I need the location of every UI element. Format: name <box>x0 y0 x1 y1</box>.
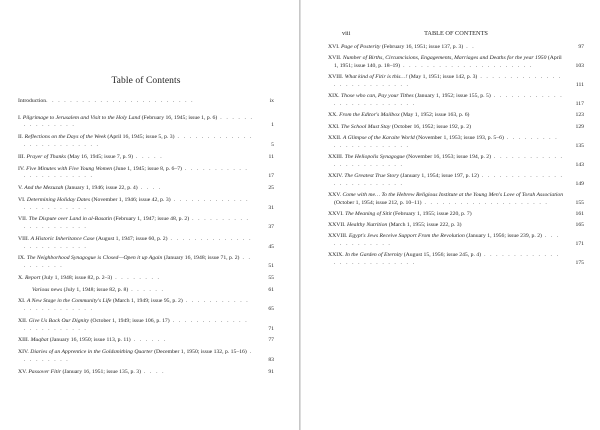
toc-entry-number: XIV. <box>18 349 31 356</box>
toc-entry <box>18 318 274 333</box>
toc-entry-details: (March 1, 1955; issue 222, p. 3) <box>387 222 462 229</box>
toc-entry-title: Healthy Nutrition <box>346 222 388 229</box>
toc-entry-number: XII. <box>18 317 29 324</box>
toc-entry-details: (March 1, 1949; issue 95, p. 2) <box>111 298 183 305</box>
right-toc-entries <box>328 44 584 271</box>
toc-entry <box>18 115 274 130</box>
toc-entry-details: (January 1, 1946; issue 22, p. 4) <box>63 185 138 191</box>
toc-entry-title: A Glimpse of the Karaite World <box>342 134 415 141</box>
toc-leader-dots: . . . . . . . . . . . . . . . . . . . . . . . . . . . <box>334 252 560 267</box>
toc-leader-dots: . . . . . . . . . . . . . . . . . . . . . . . . . . <box>334 93 564 107</box>
toc-entry-title: The Meaning of Sitit <box>345 210 392 217</box>
toc-entry-details: (July 1, 1948; issue 82, p. 8) <box>62 286 129 293</box>
toc-entry-page: 61 <box>268 286 274 293</box>
left-page <box>18 0 274 430</box>
toc-entry-page: 83 <box>268 356 274 363</box>
toc-entry-page: 17 <box>268 173 274 180</box>
toc-entry-details: Introduction <box>18 98 47 104</box>
toc-entry-number: XXVII. <box>328 222 347 229</box>
toc-entry-number: X. <box>18 274 25 281</box>
toc-entry-page: 1 <box>271 122 274 129</box>
toc-leader-dots: . . . . . . . . . . . . . . . . . . . . . . . . <box>334 153 564 168</box>
toc-entry-title: The Heliopolis Synagogue <box>344 153 405 160</box>
toc-entry-page: 143 <box>575 161 584 168</box>
toc-entry-page: 97 <box>578 44 584 50</box>
toc-leader-dots: . . . . <box>137 185 162 191</box>
toc-leader-dots: . . . . . . . . . . . . . . . . . . . . . . . . <box>24 196 250 211</box>
toc-entry-page: 77 <box>268 337 274 344</box>
toc-entry-details: (May 1, 1952; issue 163, p. 6) <box>399 112 470 119</box>
toc-entry-details: (February 16, 1945; issue 1, p. 6) <box>140 114 218 121</box>
toc-entry <box>18 154 274 162</box>
toc-entry <box>18 275 274 283</box>
toc-entry-number: I. <box>18 114 23 121</box>
toc-entry-number: VIII. <box>18 235 31 242</box>
toc-entry-title: Diaries of an Apprentice in the Goldsmithing Quarter <box>30 349 153 356</box>
toc-entry-details: (November 1, 1946; issue 42, p. 3) <box>90 196 171 203</box>
toc-entry-number: XXIII. <box>328 153 345 160</box>
toc-entry-number: XXIV. <box>328 172 345 179</box>
page-number: viii <box>342 30 351 37</box>
toc-entry-title: A Historic Inheritance Case <box>30 235 95 242</box>
toc-entry <box>18 337 274 345</box>
toc-entry-page: 111 <box>575 82 584 88</box>
toc-entry-details: (June 1, 1945; issue 8, p. 6–7) <box>112 165 182 172</box>
toc-entry-page: 103 <box>575 63 584 69</box>
toc-entry <box>18 197 274 212</box>
toc-entry-details: (February 1, 1955; issue 220, p. 7) <box>391 210 472 217</box>
toc-entry-number: III. <box>18 153 27 160</box>
toc-entry-details: (May 1, 1951; issue 142, p. 3) <box>407 74 478 81</box>
toc-entry <box>328 233 584 248</box>
toc-entry <box>18 236 274 251</box>
running-head-title: TABLE OF CONTENTS <box>424 30 488 37</box>
toc-entry-title: A New Stage in the Community's Life <box>26 298 112 305</box>
toc-entry-page: 91 <box>268 368 274 375</box>
toc-entry-details: (April 16, 1945; issue 5, p. 3) <box>105 134 175 141</box>
toc-entry-details: (October 1, 1954; issue 212, p. 10–11) <box>334 199 422 206</box>
toc-entry <box>18 298 274 313</box>
toc-entry-title: And the Mezuzah <box>24 185 64 191</box>
toc-entry <box>328 211 584 219</box>
toc-entry-title: Five Minutes with Five Young Women <box>26 165 113 172</box>
toc-entry-number: XVI. <box>328 44 341 50</box>
toc-entry-page: 45 <box>268 243 274 250</box>
toc-entry-number: XIX. <box>328 93 341 100</box>
toc-entry-number: XXVIII. <box>328 233 349 240</box>
toc-leader-dots: . . . . . . . . . . . . . . . . . . . . . . . . . . <box>24 134 254 148</box>
toc-leader-dots: . . . . . . . . . <box>24 349 253 363</box>
toc-entry-details: (February 16, 1951; issue 137, p. 3) <box>380 44 464 50</box>
toc-leader-dots: . . . . . . . . . . . . . . . . . . . . . . . . . <box>24 235 253 250</box>
toc-entry-details: (November 1, 1953; issue 193, p. 5–6) <box>414 134 504 141</box>
toc-entry-details: (May 16, 1945; issue 7, p. 9) <box>66 153 134 160</box>
toc-entry-title: Page of Posterity <box>340 44 381 50</box>
toc-leader-dots: . . . . . . . . . . . . . . . . . . . . . . . . . . <box>334 172 564 187</box>
toc-entry <box>18 369 274 377</box>
toc-entry-title: Report <box>24 274 41 281</box>
toc-leader-dots: . . . . . . . . . . . . . . . . . . . . . . <box>334 134 559 149</box>
toc-entry-page: 135 <box>575 142 584 149</box>
toc-leader-dots: . . . . . . . . . . . . . . . . . . . . . . . . . <box>46 98 195 104</box>
toc-entry-page: 165 <box>575 222 584 229</box>
toc-entry-details: (January 16, 1950; issue 113, p. 11) <box>48 337 131 344</box>
toc-leader-dots: . . . . . . . . . . . . . . . . . . . . . <box>421 199 549 206</box>
book-gutter <box>299 0 301 430</box>
toc-leader-dots: . . <box>463 44 476 50</box>
toc-entry-details: (August 1, 1947; issue 60, p. 2) <box>94 235 168 242</box>
toc-entry-page: 175 <box>575 260 584 267</box>
toc-entry-number: XV. <box>18 368 29 375</box>
toc-entry-title: Egypt's Jews Receive Support From the Revolution <box>348 233 465 240</box>
toc-entry-details: (January 1, 1956; issue 239, p. 2) <box>464 233 542 240</box>
toc-entry-page: 31 <box>268 204 274 211</box>
toc-entry <box>18 349 274 364</box>
toc-entry <box>328 93 584 108</box>
toc-entry-page: 51 <box>268 263 274 269</box>
toc-entry-page: 55 <box>268 274 274 281</box>
toc-entry-number: XXVI. <box>328 210 346 217</box>
toc-entry <box>328 192 584 207</box>
toc-entry-title: Number of Births, Circumcisions, Engagements, Marriages and Deaths for the year 1950 <box>342 55 547 62</box>
toc-entry <box>328 112 584 120</box>
toc-entry-number: XX. <box>328 112 340 119</box>
toc-leader-dots: . . . . . . . . . . . . . <box>334 233 561 248</box>
toc-leader-dots: . . . . . . . . . . . . . . . . . . . . . . . <box>24 298 250 313</box>
toc-entry-title: Pilgrimage to Jerusalem and Visit to the Holy Land <box>22 114 141 121</box>
toc-entry-page: 71 <box>268 325 274 332</box>
toc-title: Table of Contents <box>111 76 181 86</box>
toc-entry-number: XXV. <box>328 191 343 198</box>
toc-entry-number: XXII. <box>328 134 343 141</box>
toc-entry-page: 161 <box>575 210 584 217</box>
toc-entry-page: 11 <box>268 153 274 160</box>
left-toc-entries <box>18 98 274 380</box>
toc-entry-title: Muqbat <box>30 337 49 344</box>
toc-entry-title: The Dispute over Land in al-Basatin <box>28 216 113 223</box>
toc-entry <box>18 98 274 106</box>
toc-entry-title: The Greatest True Story <box>344 172 399 179</box>
toc-leader-dots: . . . . . . . . . . . . . . . <box>24 114 254 129</box>
toc-entry-page: 149 <box>575 180 584 187</box>
toc-entry <box>18 287 274 295</box>
toc-entry-number: XIII. <box>18 337 31 344</box>
toc-entry-page: 37 <box>268 224 274 230</box>
toc-entry-page: 117 <box>575 101 584 107</box>
toc-entry-title: Come with me… To the Hebrew Religious Institute at the Young Men's Love of Torah Association <box>342 191 564 198</box>
toc-entry-title: In the Garden of Eternity <box>345 252 403 259</box>
toc-entry-number: IX. <box>18 255 27 262</box>
toc-leader-dots: . . . . . . . . <box>112 274 161 281</box>
toc-entry-number: VII. <box>18 216 29 223</box>
toc-entry-details: (December 1, 1950; issue 132, p. 15–16) <box>152 349 247 356</box>
toc-entry <box>18 185 274 193</box>
toc-entry <box>18 216 274 231</box>
toc-leader-dots: . . . . . . . . . <box>24 255 252 269</box>
toc-entry-details: (February 1, 1947; issue 48, p. 2) <box>112 216 190 223</box>
toc-entry-number: IV. <box>18 165 27 172</box>
toc-entry <box>328 154 584 169</box>
toc-leader-dots: . . . . . . . . . . . . . . . . . . . . . . . . <box>24 317 249 332</box>
toc-entry-page: ix <box>269 98 274 104</box>
toc-entry-page: 25 <box>268 185 274 191</box>
toc-entry-number: V. <box>18 185 25 191</box>
toc-entry-title: Determining Holiday Dates <box>26 196 91 203</box>
toc-entry-title: What kind of Fitir is this…! <box>344 74 408 81</box>
toc-entry-details: (January 16, 1951; issue 135, p. 3) <box>61 368 141 375</box>
toc-leader-dots: . . . . . . <box>130 337 167 344</box>
toc-entry <box>328 44 584 52</box>
toc-entry-title: Reflections on the Days of the Week <box>24 134 106 141</box>
toc-entry-details: (January 1, 1954; issue 197, p. 12) <box>398 172 479 179</box>
toc-entry-title: The Neighborhood Synagogue is Closed—Open it up Again <box>26 255 163 262</box>
toc-entry-details: (July 1, 1948; issue 82, p. 2–3) <box>40 274 113 281</box>
toc-entry-page: 155 <box>575 199 584 206</box>
toc-entry <box>328 222 584 230</box>
toc-entry-details: (January 1, 1952; issue 155, p. 5) <box>413 93 491 100</box>
toc-entry-title: Various news <box>32 286 63 293</box>
toc-entry-number: XVII. <box>328 55 343 62</box>
right-page <box>328 0 584 430</box>
toc-entry-details: (April 1, 1951; issue 140, p. 18–19) <box>334 55 562 69</box>
toc-entry <box>328 55 584 70</box>
toc-leader-dots: . . . . . . <box>128 286 165 293</box>
toc-entry <box>18 134 274 149</box>
toc-entry-details: (October 1, 1949; issue 106, p. 17) <box>89 317 170 324</box>
toc-entry-page: 123 <box>575 112 584 119</box>
toc-entry-number: VI. <box>18 196 27 203</box>
toc-entry-details: (November 16, 1953; issue 194, p. 2) <box>404 153 492 160</box>
toc-leader-dots: . . . . . <box>133 153 164 160</box>
toc-entry-details: (August 15, 1956; issue 245, p. 4) <box>402 252 482 259</box>
toc-leader-dots: . . . . . . . . . . . . . . . . . . . . . <box>24 216 250 230</box>
toc-entry-details: (October 16, 1952; issue 192, p. 2) <box>390 123 471 130</box>
toc-entry <box>18 166 274 181</box>
toc-entry-title: Prayer of Thanks <box>26 153 67 160</box>
toc-entry <box>328 74 584 89</box>
toc-entry-number: XXI. <box>328 123 341 130</box>
toc-entry-title: Give Us Back Our Dignity <box>28 317 90 324</box>
toc-entry <box>328 173 584 188</box>
toc-entry-details: (January 16, 1948; issue 71, p. 2) <box>162 255 240 262</box>
toc-entry-title: Those who can, Pay your Tithes <box>340 93 414 100</box>
toc-leader-dots: . . . . <box>140 368 166 375</box>
toc-leader-dots: . . . . . . . . . . . . . . . . . . . . . . . <box>24 165 249 180</box>
toc-entry <box>328 124 584 132</box>
toc-entry-number: XI. <box>18 298 27 305</box>
toc-entry-page: 171 <box>575 241 584 248</box>
toc-entry-page: 5 <box>271 141 274 148</box>
toc-entry <box>328 252 584 267</box>
toc-leader-dots: . . . . . . . . . . . . . . . . . . . . . . <box>400 63 534 69</box>
toc-entry-page: 65 <box>268 306 274 313</box>
toc-entry <box>328 135 584 150</box>
toc-entry-page: 129 <box>575 123 584 130</box>
toc-entry-title: From the Editor's Mailbox <box>339 112 400 119</box>
toc-entry-number: XVIII. <box>328 74 345 81</box>
toc-leader-dots: . . . . . . . . . . . . . . . . . . . . . . . . . . . <box>334 74 562 88</box>
toc-entry-number: II. <box>18 134 25 141</box>
toc-entry-title: The School Must Stay <box>340 123 391 130</box>
toc-entry-title: Passover Fitir <box>28 368 62 375</box>
toc-entry <box>18 255 274 270</box>
toc-entry-number: XXIX. <box>328 252 346 259</box>
